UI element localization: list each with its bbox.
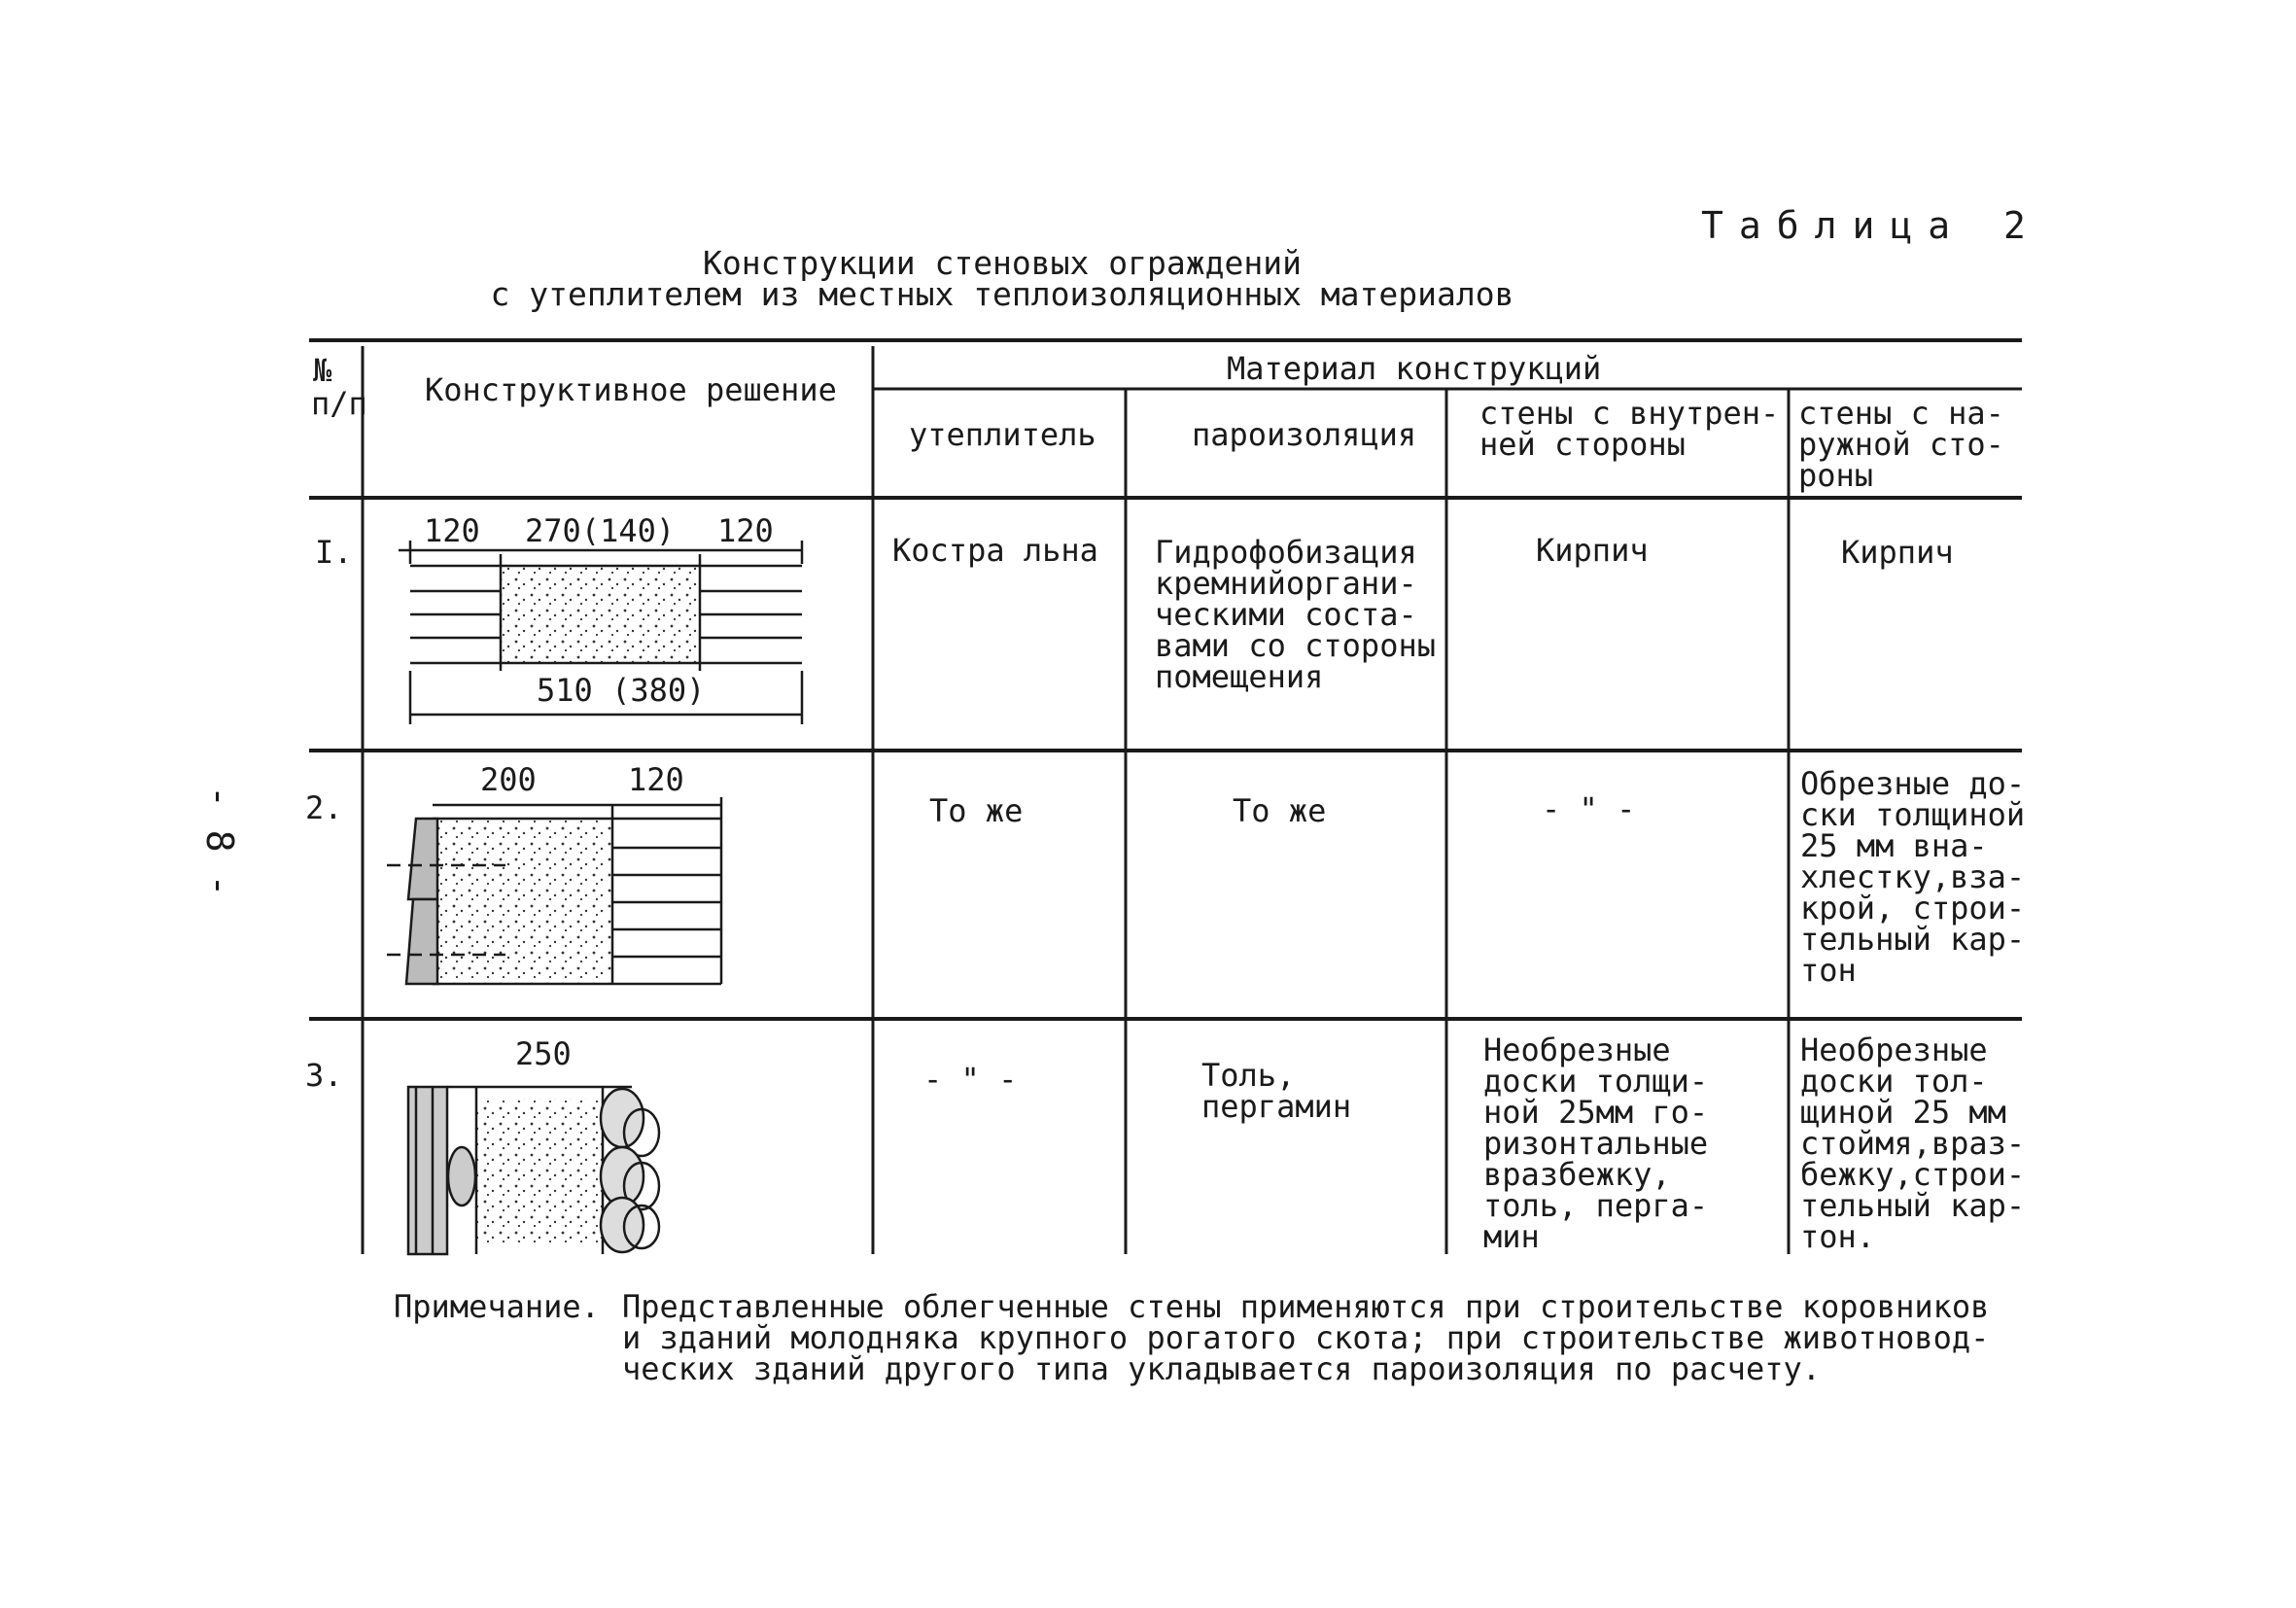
row-3-inner-l5: вразбежку, <box>1483 1156 1671 1193</box>
row-3-outer-l5: бежку,строи- <box>1800 1156 2026 1193</box>
row-3-outer-l7: тон. <box>1800 1218 1876 1255</box>
header-material-group: Материал конструкций <box>1227 350 1602 387</box>
row-1-vapor-l2: кремнийоргани- <box>1155 565 1417 602</box>
note-line-2: и зданий молодняка крупного рогатого скота; при строительстве животновод- <box>622 1319 1990 1356</box>
row-2-outer-l5: крой, строи- <box>1800 890 2026 926</box>
header-outer-wall-l2: ружной сто- <box>1798 426 2004 463</box>
row-1-dim-total: 510 (380) <box>537 672 706 709</box>
header-outer-wall-l3: роны <box>1798 457 1874 494</box>
row-2-inner-wall: - " - <box>1542 790 1636 827</box>
row-2-num: 2. <box>305 789 343 826</box>
row-3-outer-l4: стоймя,враз- <box>1800 1125 2026 1162</box>
row-3-insulation: - " - <box>923 1061 1018 1098</box>
row-3-outer-l6: тельный кар- <box>1800 1187 2026 1224</box>
row-2-dim-left: 200 <box>480 761 537 798</box>
row-2-outer-l3: 25 мм вна- <box>1800 827 1988 864</box>
row-1-dim-left: 120 <box>424 512 480 549</box>
row-2-outer-l2: ски толщиной <box>1800 796 2026 833</box>
row-2-insulation: То же <box>929 792 1024 829</box>
header-inner-wall-l2: ней стороны <box>1479 426 1686 463</box>
header-insulation: утеплитель <box>909 416 1096 453</box>
row-2-outer-l4: хлестку,вза- <box>1800 858 2026 895</box>
row-1-num: I. <box>315 534 353 571</box>
row-1-vapor-l1: Гидрофобизация <box>1155 534 1417 571</box>
drawing-row-3 <box>408 1087 659 1254</box>
drawing-row-2 <box>387 797 721 984</box>
row-2-outer-l1: Обрезные до- <box>1800 765 2026 802</box>
table-title-line-1: Конструкции стеновых ограждений <box>703 244 1302 282</box>
row-1-vapor-l3: ческими соста- <box>1155 596 1417 633</box>
table-label: Таблица 2 <box>1701 204 2041 247</box>
header-outer-wall-l1: стены с на- <box>1798 395 2004 432</box>
row-3-inner-l1: Необрезные <box>1483 1031 1671 1068</box>
row-1-vapor-l4: вами со стороны <box>1155 627 1436 664</box>
header-num-symbol: № <box>313 352 332 389</box>
row-2-dim-right: 120 <box>628 761 684 798</box>
note-label: Примечание. <box>394 1288 600 1325</box>
header-inner-wall-l1: стены с внутрен- <box>1479 395 1780 432</box>
row-1-dim-right: 120 <box>717 512 774 549</box>
row-3-inner-l7: мин <box>1483 1218 1540 1255</box>
row-2-outer-l6: тельный кар- <box>1800 921 2026 958</box>
row-3-num: 3. <box>305 1057 343 1094</box>
row-1-outer-wall: Кирпич <box>1841 534 1954 571</box>
row-3-inner-l4: ризонтальные <box>1483 1125 1709 1162</box>
page-number: - 8 - <box>198 786 241 897</box>
note-line-1: Представленные облегченные стены применяются при строительстве коровников <box>622 1288 1990 1325</box>
row-1-vapor-l5: помещения <box>1155 658 1324 695</box>
row-3-vapor-l1: Толь, <box>1201 1057 1296 1094</box>
row-1-inner-wall: Кирпич <box>1536 532 1649 569</box>
row-1-insulation: Костра льна <box>892 532 1098 569</box>
row-2-outer-l7: тон <box>1800 952 1857 989</box>
row-3-inner-l2: доски толщи- <box>1483 1063 1709 1100</box>
header-solution: Конструктивное решение <box>425 371 837 408</box>
table-title-line-2: с утеплителем из местных теплоизоляционных материалов <box>490 275 1514 313</box>
row-3-outer-l3: щиной 25 мм <box>1800 1094 2006 1131</box>
row-3-inner-l3: ной 25мм го- <box>1483 1094 1709 1131</box>
header-vapor-barrier: пароизоляция <box>1192 416 1417 453</box>
row-3-dim-left: 250 <box>515 1035 572 1072</box>
header-num-abbr: п/п <box>311 385 367 422</box>
row-3-vapor-l2: пергамин <box>1201 1088 1352 1125</box>
row-3-inner-l6: толь, перга- <box>1483 1187 1709 1224</box>
row-3-outer-l1: Необрезные <box>1800 1031 1988 1068</box>
note-line-3: ческих зданий другого типа укладывается пароизоляция по расчету. <box>622 1350 1821 1387</box>
row-3-outer-l2: доски тол- <box>1800 1063 1988 1100</box>
row-2-vapor-barrier: То же <box>1233 792 1327 829</box>
row-1-dim-middle: 270(140) <box>525 512 676 549</box>
